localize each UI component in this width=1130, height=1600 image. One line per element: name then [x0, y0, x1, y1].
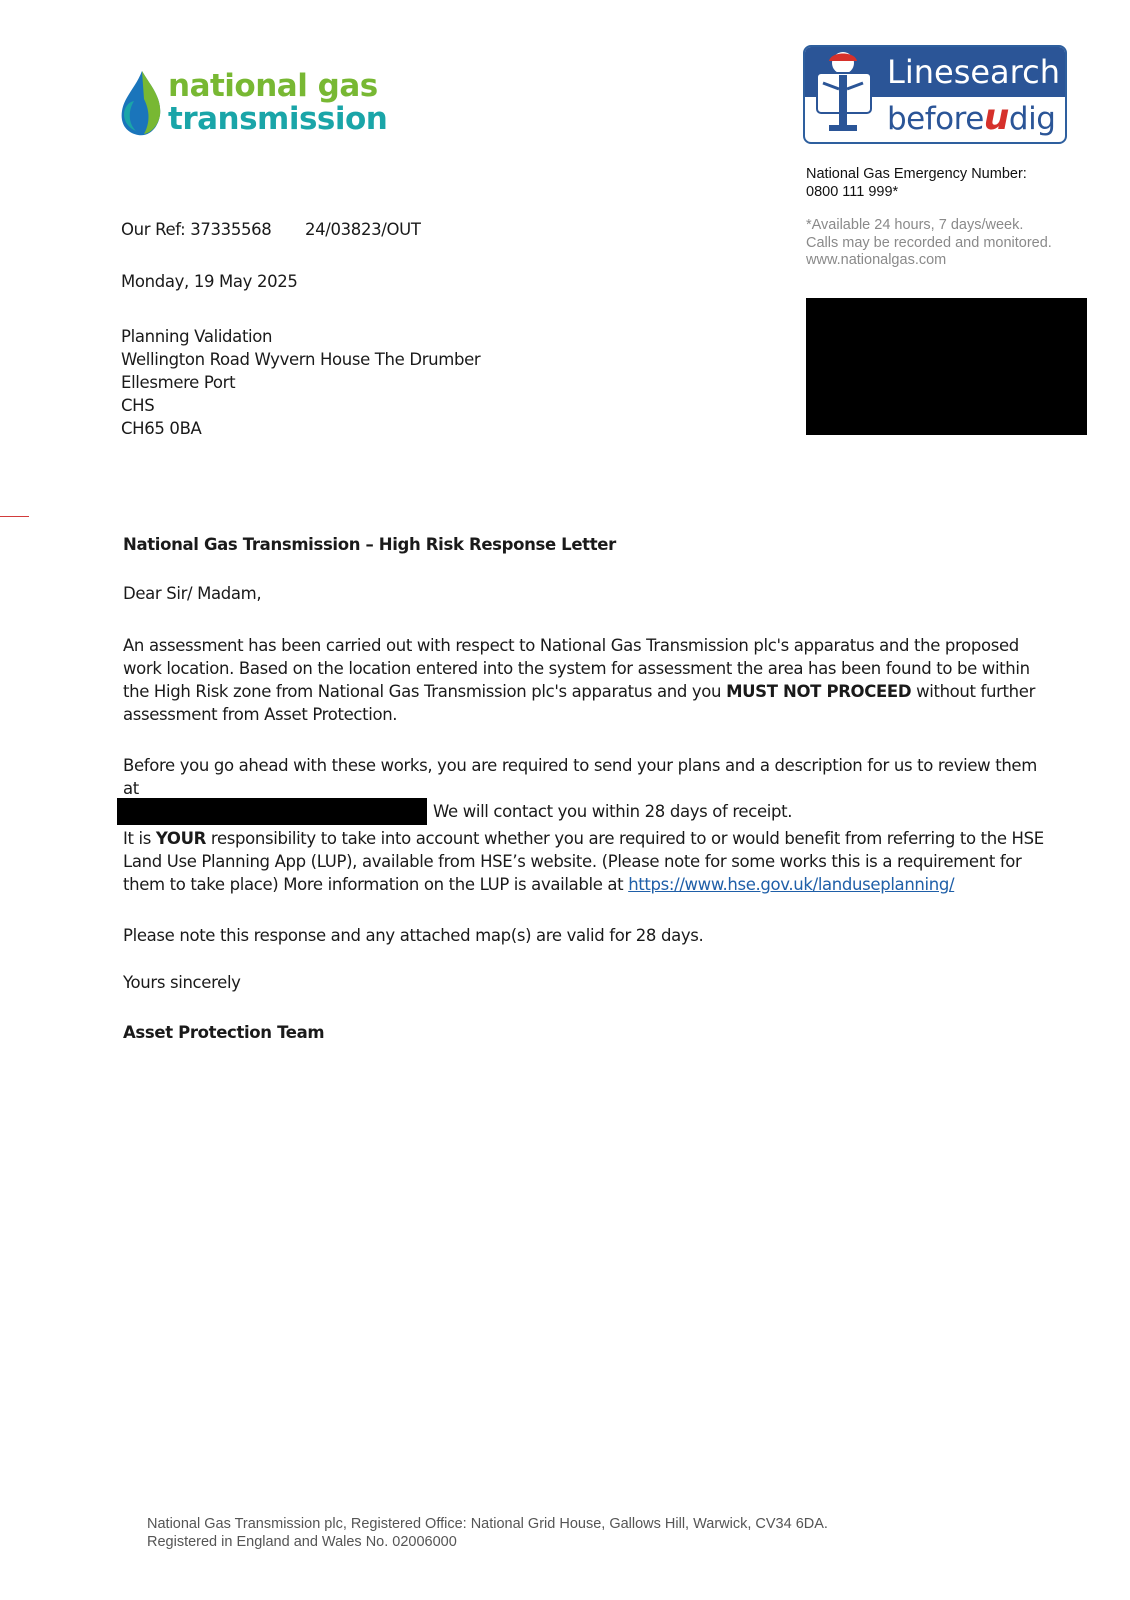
- margin-mark: [0, 516, 29, 517]
- emergency-label: National Gas Emergency Number:: [806, 166, 1027, 182]
- footer: National Gas Transmission plc, Registered Office: National Grid House, Gallows Hill, Warwick, CV34 6DA. Registered in England and Wales No. 02006000: [147, 1516, 828, 1550]
- recipient-address: Planning Validation Wellington Road Wyvern House The Drumber Ellesmere Port CHS CH65 0BA: [121, 327, 481, 438]
- closing: Yours sincerely: [123, 973, 241, 992]
- letter-heading: National Gas Transmission – High Risk Response Letter: [123, 535, 616, 554]
- digger-figure-icon: [809, 49, 881, 137]
- review-paragraph: Before you go ahead with these works, you are required to send your plans and a description for us to review them at We will contact you within 28 days of receipt.: [123, 754, 1053, 823]
- emergency-number: 0800 111 999*: [806, 184, 899, 200]
- validity-note: Please note this response and any attached map(s) are valid for 28 days.: [123, 926, 704, 945]
- linesearch-beforeudig-logo: [803, 45, 1067, 144]
- hse-lup-link[interactable]: https://www.hse.gov.uk/landuseplanning/: [628, 875, 955, 894]
- must-not-proceed: MUST NOT PROCEED: [726, 682, 912, 701]
- our-reference: Our Ref: 37335568: [121, 220, 272, 239]
- planning-reference: 24/03823/OUT: [305, 220, 421, 239]
- signature-team: Asset Protection Team: [123, 1023, 325, 1042]
- gas-flame-icon: [120, 71, 162, 137]
- badge-line-2: beforeudig: [887, 97, 1056, 138]
- website-url: www.nationalgas.com: [806, 252, 947, 268]
- hse-lup-paragraph: It is YOUR responsibility to take into account whether you are required to or would benefit from referring to the HSE Land Use Planning App (LUP), available from HSE’s website. (Please note for some works this is a requirement for them to take place) More information on the LUP is available at https://www.hse.gov.uk/landuseplanning/: [123, 829, 1044, 894]
- letter-date: Monday, 19 May 2025: [121, 272, 298, 291]
- logo-line-2: transmission: [168, 101, 388, 137]
- badge-line-1: Linesearch: [887, 53, 1060, 91]
- availability-note: *Available 24 hours, 7 days/week. Calls may be recorded and monitored. www.nationalgas.com: [806, 217, 1052, 268]
- salutation: Dear Sir/ Madam,: [123, 584, 262, 603]
- logo-line-1: national gas: [168, 68, 378, 104]
- assessment-paragraph: An assessment has been carried out with respect to National Gas Transmission plc's apparatus and the proposed work location. Based on the location entered into the system for assessment the area has been found to be within the High Risk zone from National Gas Transmission plc's apparatus and you MUST NOT PROCEED without further assessment from Asset Protection.: [123, 636, 1036, 724]
- emergency-number-block: [806, 165, 1027, 201]
- redacted-block: [806, 298, 1087, 435]
- national-gas-transmission-logo: [120, 68, 390, 140]
- redacted-email: [117, 798, 427, 825]
